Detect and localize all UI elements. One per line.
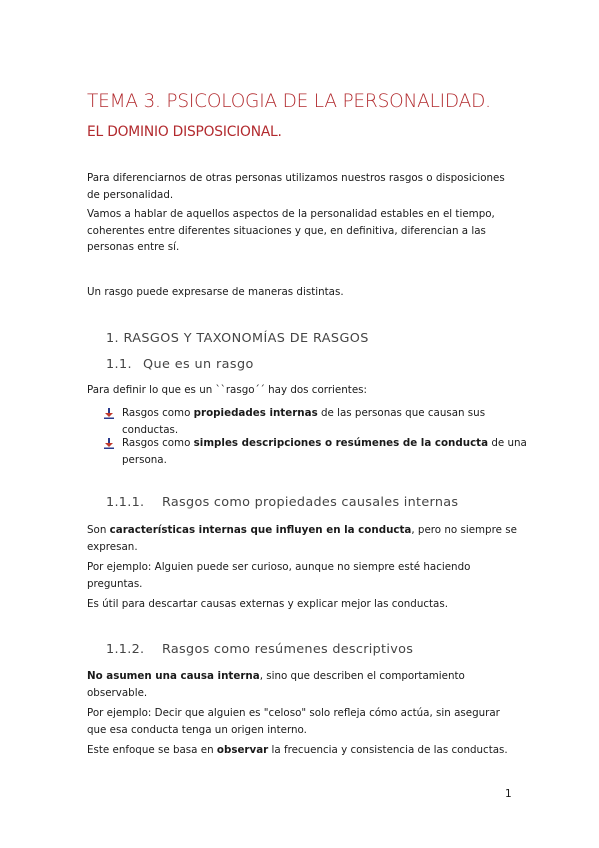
paragraph: Son características internas que influyen en la conducta, pero no siempre se expresan. [87, 524, 517, 553]
paragraph: Por ejemplo: Alguien puede ser curioso, aunque no siempre esté haciendo preguntas. [87, 561, 471, 590]
paragraph: Este enfoque se basa en observar la frecuencia y consistencia de las conductas. [87, 744, 508, 756]
section-heading-1-1-2 [106, 642, 413, 657]
section-heading-1: 1. RASGOS Y TAXONOMÍAS DE RASGOS [106, 331, 369, 346]
paragraph: No asumen una causa interna, sino que describen el comportamiento observable. [87, 670, 465, 699]
intro-paragraph-2: Vamos a hablar de aquellos aspectos de la personalidad estables en el tiempo, coherentes entre diferentes situaciones y que, en definitiva, diferencian a las personas entre sí. [87, 208, 495, 253]
section-heading-1-1-1 [106, 495, 458, 510]
down-arrow-bullet-icon [104, 408, 114, 419]
document-title: TEMA 3. PSICOLOGIA DE LA PERSONALIDAD. [87, 91, 491, 112]
paragraph: Por ejemplo: Decir que alguien es "celoso" solo refleja cómo actúa, sin asegurar que esa conducta tenga un origen interno. [87, 707, 500, 736]
heading-text: Rasgos como resúmenes descriptivos [162, 642, 414, 657]
definition-lead: Para definir lo que es un ``rasgo´´ hay dos corrientes: [87, 384, 367, 396]
heading-number: 1.1.1. [106, 495, 145, 510]
intro-paragraph-3: Un rasgo puede expresarse de maneras distintas. [87, 286, 344, 298]
page-number: 1 [505, 788, 512, 800]
document-subtitle: EL DOMINIO DISPOSICIONAL. [87, 124, 282, 140]
heading-text: Que es un rasgo [143, 357, 254, 372]
heading-text: Rasgos como propiedades causales internas [162, 495, 459, 510]
list-item: Rasgos como simples descripciones o resúmenes de la conducta de una persona. [104, 435, 532, 468]
heading-number: 1.1.2. [106, 642, 145, 657]
paragraph: Es útil para descartar causas externas y explicar mejor las conductas. [87, 598, 448, 610]
section-heading-1-1 [106, 357, 254, 372]
heading-number: 1.1. [106, 357, 133, 372]
list-item: Rasgos como propiedades internas de las personas que causan sus conductas. [104, 405, 532, 438]
down-arrow-bullet-icon [104, 438, 114, 449]
intro-paragraph-1: Para diferenciarnos de otras personas utilizamos nuestros rasgos o disposiciones de personalidad. [87, 172, 505, 201]
